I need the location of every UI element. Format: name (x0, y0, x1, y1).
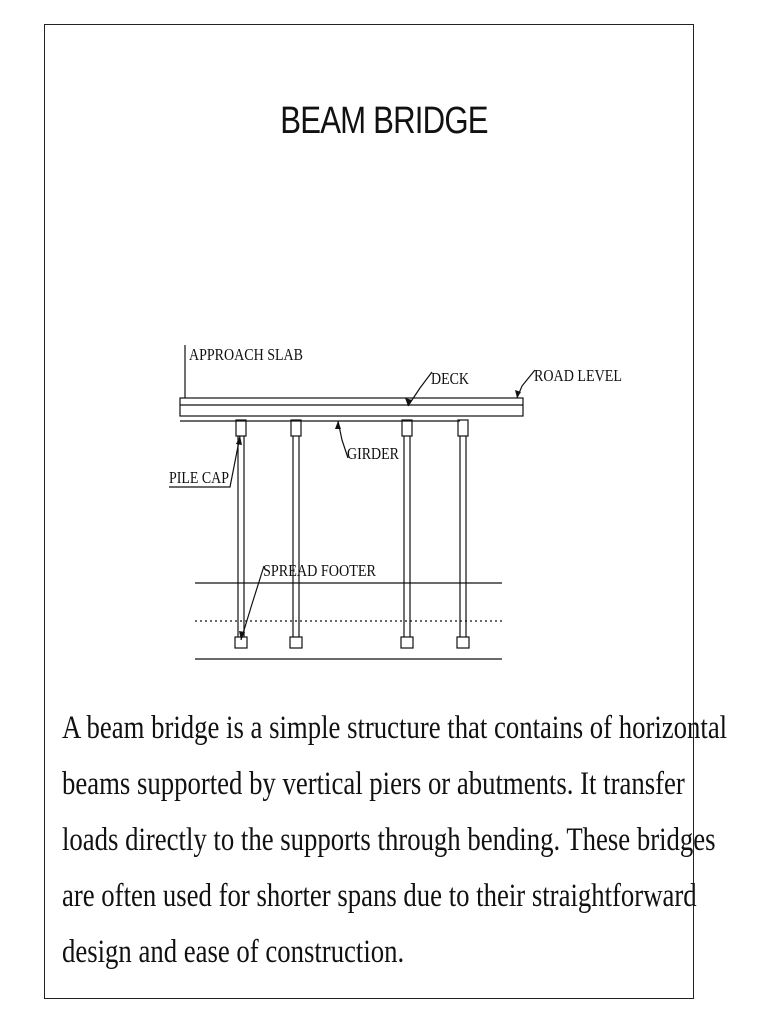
description-line: A beam bridge is a simple structure that contains of horizontal (62, 710, 728, 746)
pile-cap-arrowhead (236, 436, 242, 445)
description-line: design and ease of construction. (62, 934, 405, 970)
spread-footer-label: SPREAD FOOTER (263, 561, 377, 580)
deck (180, 398, 523, 416)
road-level-label: ROAD LEVEL (534, 366, 622, 385)
description-paragraph (62, 700, 728, 980)
girder-arrowhead (335, 421, 341, 429)
pier (290, 420, 302, 648)
description-line: are often used for shorter spans due to their straightforward (62, 878, 697, 914)
page-title: BEAM BRIDGE (280, 100, 488, 142)
pier (457, 420, 469, 648)
description-line: loads directly to the supports through bending. These bridges (62, 822, 716, 858)
approach-slab-label: APPROACH SLAB (189, 345, 303, 364)
girder-label: GIRDER (347, 444, 400, 463)
deck-label: DECK (431, 369, 470, 388)
deck-leader (408, 372, 432, 406)
description-line: beams supported by vertical piers or abutments. It transfer (62, 766, 685, 802)
pile-cap-label: PILE CAP (169, 468, 229, 487)
pier (401, 420, 413, 648)
